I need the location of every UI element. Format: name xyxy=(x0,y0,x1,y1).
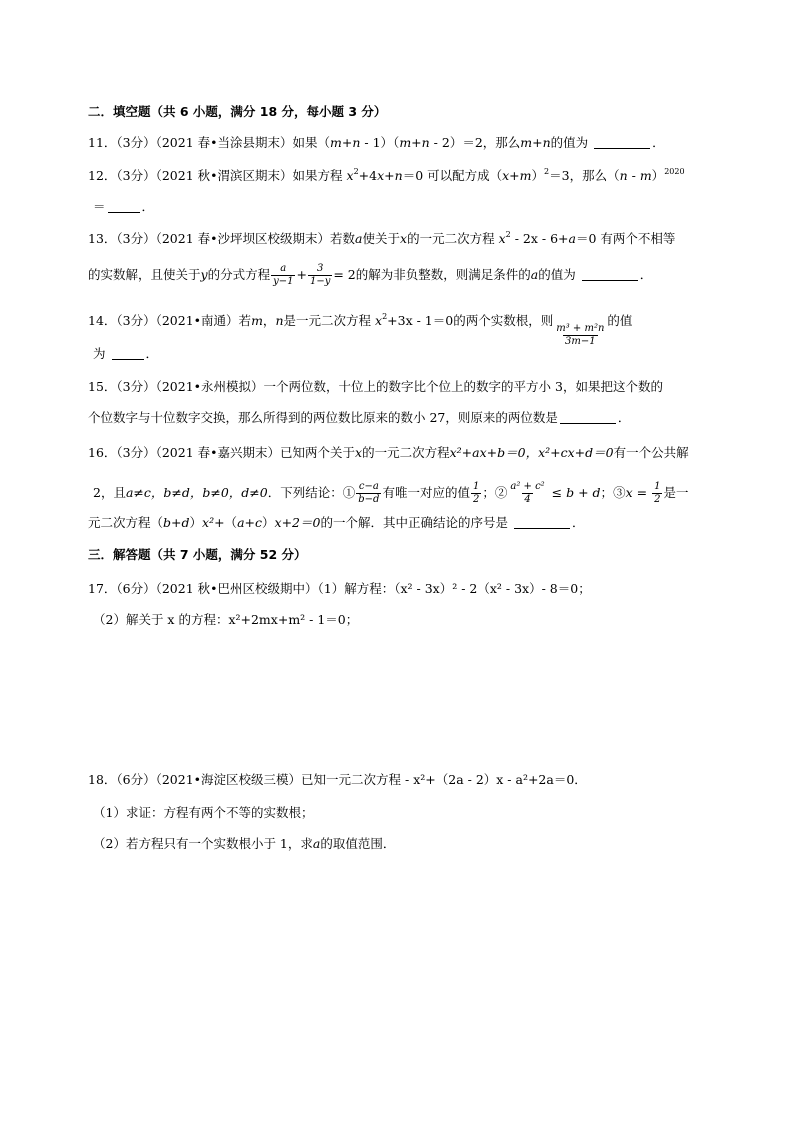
question-15 xyxy=(88,379,663,395)
math-var: a xyxy=(312,836,321,851)
fraction-denominator: y−1 xyxy=(273,276,294,287)
fraction-numerator: m³ + m²n xyxy=(556,323,605,334)
answer-blank[interactable] xyxy=(582,268,638,281)
answer-blank[interactable] xyxy=(108,200,140,213)
fraction-numerator: c−a xyxy=(358,481,379,492)
question-text: ． xyxy=(571,515,585,530)
math-operator: + xyxy=(296,267,307,282)
question-text: ） xyxy=(262,515,275,530)
question-12-line2 xyxy=(93,199,154,215)
fraction xyxy=(471,481,481,506)
question-source: （2021 春•沙坪坝区校级期末） xyxy=(155,231,331,246)
math-var: b+d xyxy=(163,515,190,530)
question-text: 如果方程 xyxy=(292,168,347,183)
question-text: 如果（ xyxy=(292,135,331,150)
math-var: x² xyxy=(202,515,215,530)
exponent: 2 xyxy=(353,167,359,176)
question-text: ． xyxy=(652,135,665,150)
question-18 xyxy=(88,772,587,788)
fraction-numerator: 3 xyxy=(316,263,324,274)
question-text: ＝3，那么（ xyxy=(549,168,620,183)
question-text: 若 xyxy=(238,313,252,328)
conclusion-marker: ③ xyxy=(613,485,626,500)
math-var: a xyxy=(568,231,576,246)
fraction xyxy=(508,481,546,506)
math-var: x xyxy=(498,231,506,246)
fraction xyxy=(652,481,662,506)
question-text: ＝0 有两个不相等 xyxy=(575,231,676,246)
math-var: x+n xyxy=(377,168,403,183)
question-source: （2021•南通） xyxy=(155,313,239,328)
question-14-line2 xyxy=(93,346,158,362)
fraction-numerator: a xyxy=(280,263,287,274)
question-number: 14． xyxy=(88,313,117,328)
question-text: 已知一元二次方程 - x²+（2a - 2）x - a²+2a＝0． xyxy=(301,772,587,787)
question-16-line2 xyxy=(93,481,688,506)
math-expression: ≤ b + d xyxy=(547,485,601,500)
question-score: （3分） xyxy=(116,168,156,183)
question-score: （3分） xyxy=(116,445,156,460)
fraction xyxy=(271,263,295,288)
math-expression: x = xyxy=(625,485,652,500)
question-text: 2，且 xyxy=(93,485,126,500)
question-text: 一个两位数，十位上的数字比个位上的数字的平方小 3，如果把这个数的 xyxy=(263,379,663,394)
question-text: +4 xyxy=(358,168,378,183)
question-text: （2）若方程只有一个实数根小于 1，求 xyxy=(93,836,313,851)
math-var: x xyxy=(375,313,383,328)
fraction-numerator: 1 xyxy=(654,481,661,492)
fraction-denominator: 2 xyxy=(654,494,661,505)
math-var: x xyxy=(346,168,354,183)
question-text: 个位数字与十位数字交换，那么所得到的两位数比原来的数小 27，则原来的两位数是 xyxy=(88,410,558,425)
question-number: 13． xyxy=(88,231,117,246)
question-text: ． xyxy=(639,267,653,282)
math-operator: = 2 xyxy=(333,267,356,282)
question-text: 若数 xyxy=(330,231,356,246)
math-expression: x²+ax+b＝0，x²+cx+d＝0 xyxy=(449,445,614,460)
question-17-part2: （2）解关于 x 的方程：x²+2mx+m² - 1＝0； xyxy=(93,612,359,627)
question-text: 有唯一对应的值 xyxy=(382,485,470,500)
question-16-line3 xyxy=(88,515,584,531)
fraction xyxy=(554,323,606,348)
question-text: 的一元二次方程 xyxy=(407,231,495,246)
question-text: 是一 xyxy=(663,485,689,500)
exponent: 2 xyxy=(505,230,511,239)
question-text: 元二次方程（ xyxy=(88,515,164,530)
question-source: （2021 春•嘉兴期末） xyxy=(155,445,281,460)
question-text: 的实数解，且使关于 xyxy=(88,267,201,282)
math-var: m+n xyxy=(330,135,361,150)
question-text: ． xyxy=(141,199,155,214)
question-score: （6分） xyxy=(116,772,156,787)
question-12 xyxy=(88,168,685,184)
question-text: 的解为非负整数，则满足条件的 xyxy=(355,267,531,282)
question-score: （3分） xyxy=(116,135,156,150)
fraction-numerator: a² + c² xyxy=(510,481,545,492)
math-var: x xyxy=(400,231,408,246)
answer-blank[interactable] xyxy=(560,411,616,424)
question-text: +3x - 1＝0 xyxy=(387,313,454,328)
math-var: a xyxy=(355,231,363,246)
question-score: （3分） xyxy=(116,379,156,394)
question-13 xyxy=(88,231,675,247)
question-text: 的值为 xyxy=(538,267,576,282)
question-17 xyxy=(88,581,591,597)
answer-blank[interactable] xyxy=(514,516,570,529)
question-text: 的一个解．其中正确结论的序号是 xyxy=(320,515,508,530)
question-text: ） xyxy=(531,168,545,183)
question-text: 的值 xyxy=(607,313,633,328)
question-15-line2 xyxy=(88,410,630,426)
question-18-part1: （1）求证：方程有两个不等的实数根； xyxy=(93,805,314,820)
fraction-numerator: 1 xyxy=(472,481,480,492)
math-expression: a≠c，b≠d，b≠0，d≠0 xyxy=(125,485,268,500)
fraction-denominator: b−d xyxy=(358,494,380,505)
answer-blank[interactable] xyxy=(594,136,650,149)
math-var: x xyxy=(355,445,363,460)
question-text: - 2）＝2，那么 xyxy=(429,135,521,150)
fraction-denominator: 1−y xyxy=(309,276,331,287)
question-text: - xyxy=(627,168,640,183)
question-14 xyxy=(88,313,632,348)
conclusion-marker: ② xyxy=(494,485,508,500)
question-text: 已知两个关于 xyxy=(280,445,356,460)
answer-blank[interactable] xyxy=(112,347,144,360)
question-text: 的一元二次方程 xyxy=(362,445,450,460)
question-text: ．下列结论： xyxy=(267,485,343,500)
math-var: y xyxy=(200,267,208,282)
question-score: （6分） xyxy=(116,581,156,596)
math-var: x+m xyxy=(502,168,532,183)
question-number: 15． xyxy=(88,379,117,394)
question-16 xyxy=(88,445,689,461)
question-source: （2021 春•当涂县期末） xyxy=(155,135,293,150)
question-number: 12． xyxy=(88,168,117,183)
question-text: ； xyxy=(600,485,614,500)
question-score: （3分） xyxy=(116,313,156,328)
math-var: a xyxy=(530,267,539,282)
question-11 xyxy=(88,135,665,151)
fraction-denominator: 4 xyxy=(524,494,531,505)
conclusion-marker: ① xyxy=(342,485,356,500)
fraction-denominator: 3m−1 xyxy=(565,336,596,347)
question-source: （2021•永州模拟） xyxy=(155,379,264,394)
question-text: ． xyxy=(145,346,159,361)
question-text: 有一个公共解 xyxy=(613,445,689,460)
question-source: （2021 秋•渭滨区期末） xyxy=(155,168,293,183)
question-text: 使关于 xyxy=(362,231,401,246)
question-number: 17． xyxy=(88,581,117,596)
question-text: ） xyxy=(651,168,665,183)
question-text: ＝0 可以配方成（ xyxy=(402,168,503,183)
question-18-part2 xyxy=(93,836,395,852)
question-source: （2021•海淀区校级三模） xyxy=(155,772,302,787)
question-number: 18． xyxy=(88,772,117,787)
question-text: 的分式方程 xyxy=(207,267,271,282)
fraction xyxy=(356,481,381,506)
question-text: ， xyxy=(262,313,276,328)
question-text: 为 xyxy=(93,346,106,361)
math-var: x+2＝0 xyxy=(274,515,321,530)
exponent: 2020 xyxy=(664,167,685,176)
question-number: 11． xyxy=(88,135,117,150)
exponent: 2 xyxy=(382,312,388,321)
fraction-denominator: 2 xyxy=(472,494,480,505)
question-13-line2 xyxy=(88,263,652,288)
question-text: ． xyxy=(617,410,631,425)
section-title: 二．填空题（共 6 小题，满分 18 分，每小题 3 分） xyxy=(88,104,387,119)
question-text: 的值为 xyxy=(550,135,589,150)
math-var: a+c xyxy=(237,515,262,530)
question-text: ＝ xyxy=(93,199,106,214)
math-var: m xyxy=(639,168,652,183)
exponent: 2 xyxy=(544,167,550,176)
question-text: 是一元二次方程 xyxy=(283,313,372,328)
math-var: m+n xyxy=(399,135,430,150)
question-text: （1）解方程：（x² - 3x）² - 2（x² - 3x）- 8＝0； xyxy=(317,581,591,596)
question-text: - 2x - 6+ xyxy=(510,231,569,246)
question-text: 的取值范围． xyxy=(320,836,396,851)
math-var: n xyxy=(275,313,284,328)
question-text: 的两个实数根，则 xyxy=(453,313,554,328)
math-var: m+n xyxy=(520,135,551,150)
fraction xyxy=(308,263,332,288)
math-var: n xyxy=(619,168,628,183)
question-text: ； xyxy=(482,485,495,500)
section-title: 三．解答题（共 7 小题，满分 52 分） xyxy=(88,547,307,562)
question-text: - 1）（ xyxy=(360,135,400,150)
question-number: 16． xyxy=(88,445,117,460)
question-source: （2021 秋•巴州区校级期中） xyxy=(155,581,318,596)
question-text: ） xyxy=(189,515,203,530)
question-text: +（ xyxy=(214,515,238,530)
math-var: m xyxy=(251,313,263,328)
question-score: （3分） xyxy=(116,231,156,246)
